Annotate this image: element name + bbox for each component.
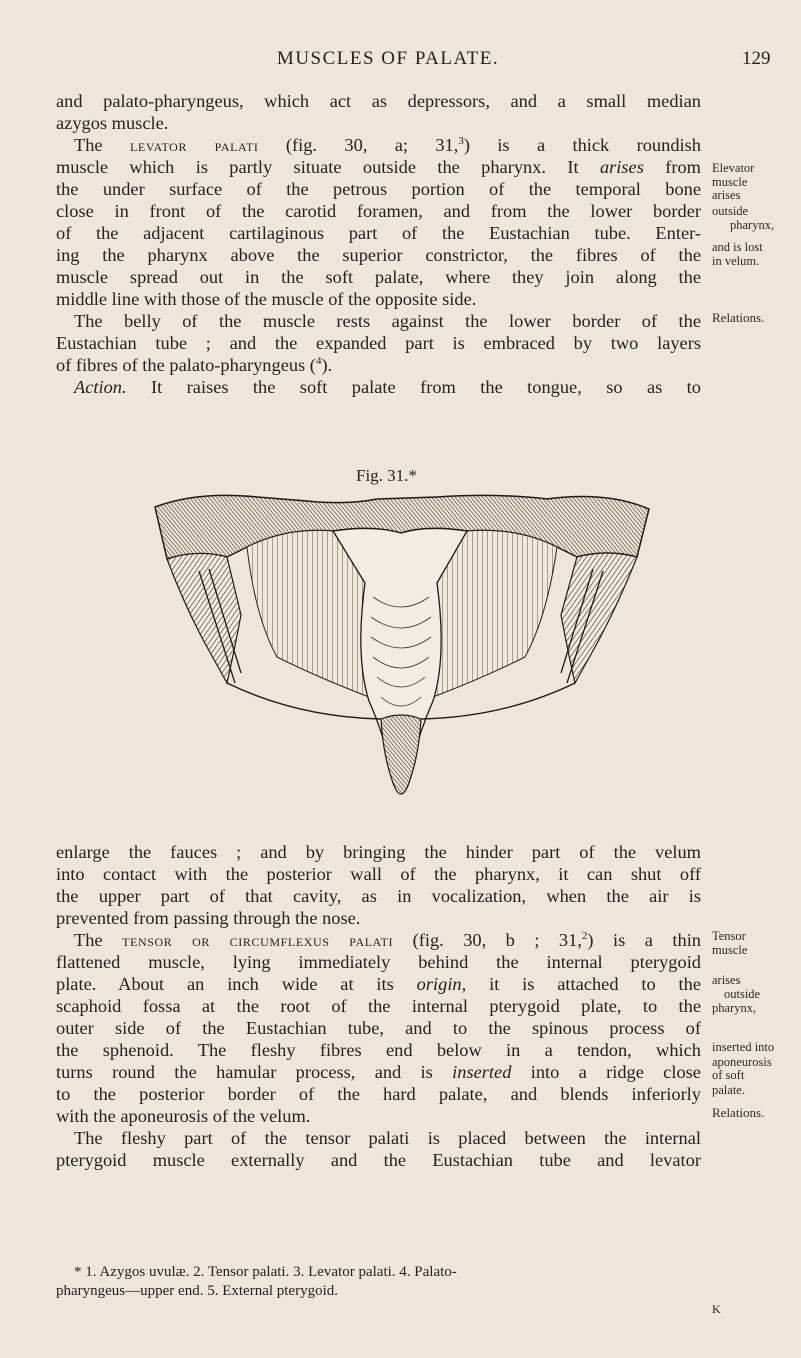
margin-note: and is lost: [712, 240, 763, 254]
text-line: The fleshy part of the tensor palati is placed between the internal: [74, 1128, 701, 1148]
text-line: into contact with the posterior wall of the pharynx, it can shut off: [56, 864, 701, 884]
text-line: with the aponeurosis of the velum.: [56, 1106, 311, 1126]
margin-note: muscle: [712, 943, 748, 957]
margin-note: outside: [724, 987, 761, 1001]
text-line: flattened muscle, lying immediately behind the internal pterygoid: [56, 952, 701, 972]
text-line: The tensor or circumflexus palati (fig. 30, b ; 31,$^2$) is a thin: [74, 929, 701, 950]
text-line: outer side of the Eustachian tube, and to the spinous process of: [56, 1018, 701, 1038]
footnote-line: pharyngeus—upper end. 5. External pterygoid.: [56, 1283, 339, 1299]
text-line: plate. About an inch wide at its origin, it is attached to the: [56, 974, 701, 994]
uvula: [381, 715, 421, 794]
text-line: The belly of the muscle rests against the lower border of the: [74, 311, 701, 331]
margin-note: of soft: [712, 1068, 745, 1082]
text-line: The levator palati (fig. 30, a; 31,$^3$) is a thick roundish: [74, 134, 701, 155]
signature-mark: K: [712, 1302, 721, 1316]
text-line: Eustachian tube ; and the expanded part is embraced by two layers: [56, 333, 701, 353]
margin-note: outside: [712, 204, 749, 218]
margin-note: in velum.: [712, 254, 760, 268]
text-line: close in front of the carotid foramen, and from the lower border: [56, 201, 701, 221]
margin-note: palate.: [712, 1083, 745, 1097]
text-line: and palato-pharyngeus, which act as depressors, and a small median: [56, 91, 701, 111]
text-line: the under surface of the petrous portion of the temporal bone: [56, 179, 701, 199]
margin-note: arises: [712, 188, 741, 202]
text-line: azygos muscle.: [56, 113, 169, 133]
footnote-line: * 1. Azygos uvulæ. 2. Tensor palati. 3. Levator palati. 4. Palato-: [74, 1264, 457, 1280]
margin-note: muscle: [712, 175, 748, 189]
text-line: of the adjacent cartilaginous part of the Eustachian tube. Enter-: [56, 223, 701, 243]
figure-caption: Fig. 31.*: [356, 466, 417, 485]
margin-note: Tensor: [712, 929, 746, 943]
margin-note: aponeurosis: [712, 1055, 772, 1069]
text-line: muscle spread out in the soft palate, where they join along the: [56, 267, 701, 287]
page-number: 129: [742, 48, 771, 69]
text-line: muscle which is partly situate outside the pharynx. It arises from: [56, 157, 701, 177]
text-line: pterygoid muscle externally and the Eustachian tube and levator: [56, 1150, 701, 1170]
running-title: MUSCLES OF PALATE.: [276, 48, 500, 69]
margin-note: arises: [712, 973, 741, 987]
text-line: middle line with those of the muscle of the opposite side.: [56, 289, 477, 309]
text-line: to the posterior border of the hard palate, and blends inferiorly: [56, 1084, 701, 1104]
text-line: scaphoid fossa at the root of the internal pterygoid plate, to the: [56, 996, 701, 1016]
text-line: the sphenoid. The fleshy fibres end below in a tendon, which: [56, 1040, 701, 1060]
text-line: Action. It raises the soft palate from the tongue, so as to: [74, 377, 701, 397]
left-pterygoid: [167, 553, 241, 683]
right-pterygoid: [561, 553, 637, 683]
margin-note: Elevator: [712, 161, 755, 175]
text-line: enlarge the fauces ; and by bringing the hinder part of the velum: [56, 842, 701, 862]
footnote: [56, 1263, 706, 1301]
margin-note: pharynx,: [730, 218, 775, 232]
muscle-name-tensor: tensor or circumflexus palati: [122, 931, 394, 950]
muscle-name-levator: levator palati: [129, 136, 259, 155]
margin-note-relations: Relations.: [712, 310, 765, 325]
text-line: of fibres of the palato-pharyngeus ($^4$).: [56, 354, 333, 375]
text-line: ing the pharynx above the superior constrictor, the fibres of the: [56, 245, 701, 265]
text-line: the upper part of that cavity, as in vocalization, when the air is: [56, 886, 701, 906]
text-line: prevented from passing through the nose.: [56, 908, 361, 928]
palate-figure-illustration: [137, 487, 665, 817]
margin-note: pharynx,: [712, 1001, 757, 1015]
page-header: [0, 48, 801, 74]
margin-note-relations: Relations.: [712, 1105, 765, 1120]
text-line: turns round the hamular process, and is inserted into a ridge close: [56, 1062, 701, 1082]
margin-note: inserted into: [712, 1040, 775, 1054]
